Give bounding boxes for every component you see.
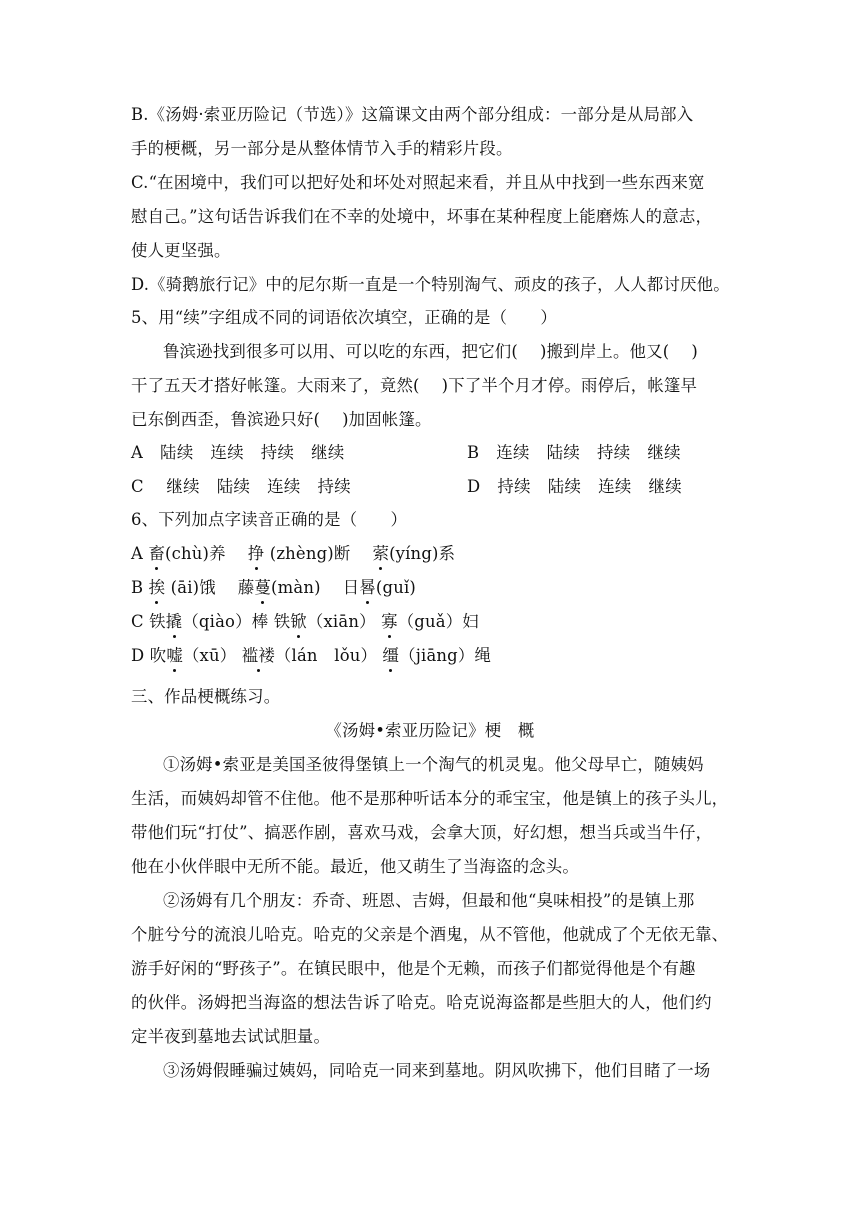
text-fragment: D 吹 — [131, 646, 167, 665]
question-6-option-a — [131, 543, 729, 565]
dotted-character: 缰 — [382, 646, 400, 665]
option-c-line-3: 使人更坚强。 — [131, 241, 231, 260]
text-fragment: （lán lǒu） — [274, 646, 383, 665]
text-fragment: (āi)饿 藤 — [165, 578, 255, 597]
text-fragment: （xiān） — [306, 612, 382, 631]
option-c-line-2: 慰自己。”这句话告诉我们在不幸的处境中，坏事在某种程度上能磨炼人的意志， — [131, 207, 713, 226]
question-5-passage-line-2: 干了五天才搭好帐篷。大雨来了，竟然( )下了半个月才停。雨停后，帐篷早 — [131, 376, 698, 395]
synopsis-paragraph-2-line-4: 的伙伴。汤姆把当海盗的想法告诉了哈克。哈克说海盗都是些胆大的人，他们约 — [131, 993, 712, 1012]
option-d-line: D.《骑鹅旅行记》中的尼尔斯一直是一个特别淘气、顽皮的孩子，人人都讨厌他。 — [131, 275, 730, 294]
dotted-character: 萦 — [372, 544, 390, 563]
question-5-passage-line-3: 已东倒西歪，鲁滨逊只好( )加固帐篷。 — [131, 410, 432, 429]
synopsis-paragraph-1-line-3: 带他们玩“打仗”、搞恶作剧，喜欢马戏，会拿大顶，好幻想，想当兵或当牛仔， — [131, 823, 713, 842]
text-fragment: （jiāng）绳 — [399, 646, 492, 665]
dotted-character: 褴褛 — [241, 646, 275, 665]
text-fragment: (zhèng)断 — [264, 544, 373, 563]
dotted-character: 挣 — [247, 544, 265, 563]
question-5-passage-line-1: 鲁滨逊找到很多可以用、可以吃的东西，把它们( )搬到岸上。他又( ) — [163, 342, 698, 361]
question-5-title: 5、用“续”字组成不同的词语依次填空，正确的是（ ） — [131, 308, 557, 327]
dotted-character: 寡 — [381, 612, 398, 631]
text-fragment: B — [131, 578, 149, 597]
synopsis-paragraph-2-line-3: 游手好闲的“野孩子”。在镇民眼中，他是个无赖，而孩子们都觉得他是个有趣 — [131, 959, 696, 978]
dotted-character: 晷 — [359, 578, 376, 597]
dotted-character: 挨 — [148, 578, 166, 597]
text-fragment: (guǐ) — [375, 578, 416, 597]
synopsis-paragraph-3-line-1: ③汤姆假睡骗过姨妈，同哈克一同来到墓地。阴风吹拂下，他们目睹了一场 — [163, 1061, 711, 1080]
text-fragment: A — [131, 544, 149, 563]
question-6-option-d — [131, 645, 729, 667]
synopsis-paragraph-1-line-4: 他在小伙伴眼中无所不能。最近，他又萌生了当海盗的念头。 — [131, 857, 579, 876]
text-fragment: C 铁 — [131, 612, 166, 631]
synopsis-paragraph-2-line-5: 定半夜到墓地去试试胆量。 — [131, 1027, 331, 1046]
text-fragment: （xū） — [182, 646, 242, 665]
synopsis-title: 《汤姆•索亚历险记》梗 概 — [325, 721, 535, 740]
synopsis-paragraph-2-line-1: ②汤姆有几个朋友：乔奇、班恩、吉姆，但最和他“臭味相投”的是镇上那 — [163, 891, 695, 910]
section-3-heading: 三、作品梗概练习。 — [131, 687, 281, 706]
dotted-character: 锨 — [290, 612, 307, 631]
dotted-character: 嘘 — [166, 646, 183, 665]
synopsis-paragraph-2-line-2: 个脏兮兮的流浪儿哈克。哈克的父亲是个酒鬼，从不管他，他就成了个无依无靠、 — [131, 925, 729, 944]
option-b-line-1: B.《汤姆·索亚历险记（节选）》这篇课文由两个部分组成：一部分是从局部入 — [131, 105, 694, 124]
option-b-line-2: 手的梗概，另一部分是从整体情节入手的精彩片段。 — [131, 139, 513, 158]
question-6-option-b — [131, 577, 729, 599]
text-fragment: （qiào）棒 铁 — [182, 612, 291, 631]
option-c-line-1: C.“在困境中，我们可以把好处和坏处对照起来看，并且从中找到一些东西来宽 — [131, 173, 705, 192]
dotted-character: 蔓 — [254, 578, 272, 597]
text-fragment: (chù)养 — [165, 544, 248, 563]
question-5-option-d: D 持续 陆续 连续 继续 — [467, 477, 683, 496]
text-fragment: (màn) 日 — [271, 578, 360, 597]
text-fragment: (yíng)系 — [389, 544, 456, 563]
dotted-character: 畜 — [148, 544, 166, 563]
question-6-option-c — [131, 611, 729, 633]
question-5-option-a: A 陆续 连续 持续 继续 — [131, 443, 345, 462]
synopsis-paragraph-1-line-2: 生活，而姨妈却管不住他。他不是那种听话本分的乖宝宝，他是镇上的孩子头儿， — [131, 789, 729, 808]
question-6-title: 6、下列加点字读音正确的是（ ） — [131, 510, 408, 529]
synopsis-paragraph-1-line-1: ①汤姆•索亚是美国圣彼得堡镇上一个淘气的机灵鬼。他父母早亡，随姨妈 — [163, 755, 704, 774]
question-5-option-c: C 继续 陆续 连续 持续 — [131, 477, 352, 496]
text-fragment: （guǎ）妇 — [397, 612, 479, 631]
dotted-character: 撬 — [165, 612, 183, 631]
question-5-option-b: B 连续 陆续 持续 继续 — [467, 443, 681, 462]
